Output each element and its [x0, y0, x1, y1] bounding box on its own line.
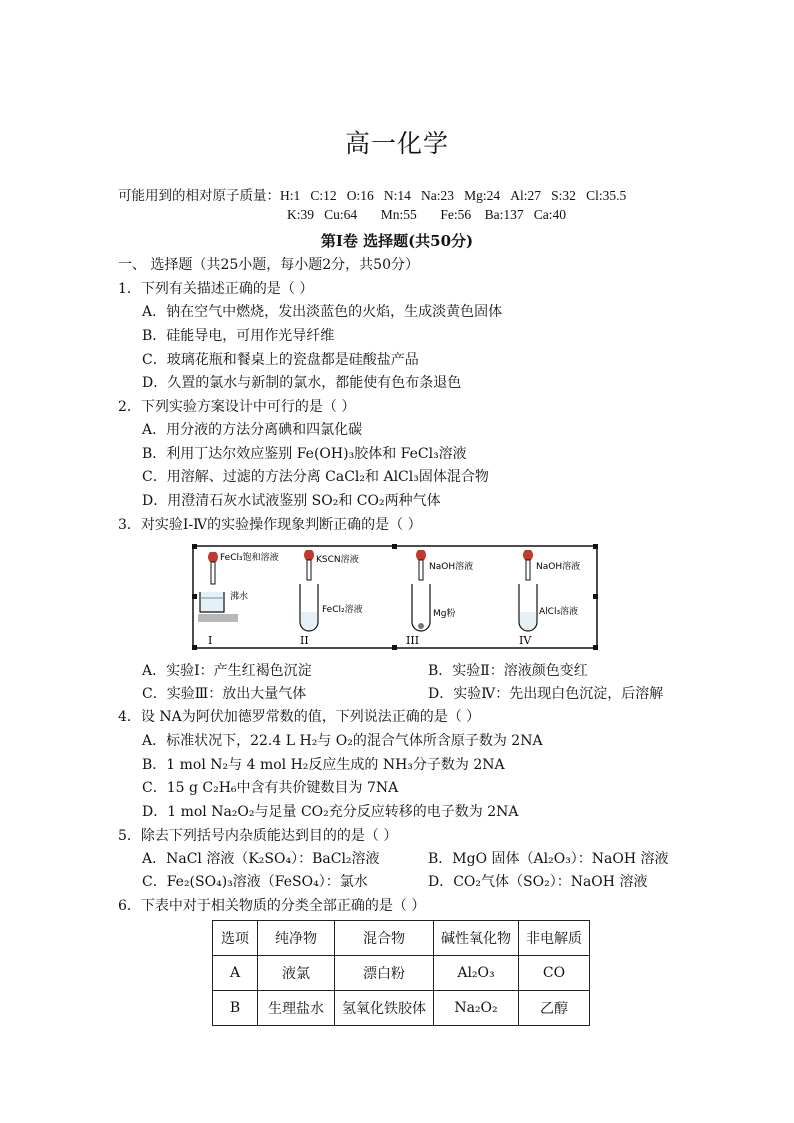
t2-content-label: FeCl₂溶液	[322, 605, 363, 615]
table-cell: 漂白粉	[335, 956, 434, 991]
atomic-mass: C:12	[310, 188, 337, 203]
dropper-bulb-icon	[523, 550, 533, 560]
question-option: C．Fe₂(SO₄)₃溶液（FeSO₄）：氯水	[142, 874, 368, 890]
question-option: A．实验Ⅰ：产生红褐色沉淀	[142, 663, 312, 679]
dropper-tube-icon	[211, 562, 215, 584]
question-option: C．15 g C₂H₆中含有共价键数目为 7NA	[142, 780, 399, 796]
dropper-tube-icon	[526, 560, 530, 580]
figure-numeral: II	[300, 634, 309, 647]
t3-content-label: Mg粉	[433, 609, 456, 619]
dropper-bulb-icon	[304, 550, 314, 560]
atomic-mass: Cl:35.5	[586, 188, 627, 203]
t2-reagent-label: KSCN溶液	[316, 555, 359, 565]
atomic-mass: O:16	[346, 188, 374, 203]
table-header: 选项	[213, 921, 258, 956]
question-stem: 6．下表中对于相关物质的分类全部正确的是（ ）	[118, 898, 426, 914]
beaker-icon	[200, 592, 224, 612]
question-option: A．NaCl 溶液（K₂SO₄）：BaCl₂溶液	[142, 851, 380, 867]
t4-reagent-label: NaOH溶液	[536, 562, 581, 572]
atomic-mass: K:39	[287, 207, 314, 222]
atomic-mass: Na:23	[421, 188, 455, 203]
atomic-mass: H:1	[280, 188, 301, 203]
table-cell: B	[213, 991, 258, 1026]
t1-content-label: 沸水	[230, 592, 249, 602]
figure-numeral: IV	[519, 634, 532, 647]
atomic-mass: Cu:64	[324, 207, 358, 222]
question-stem: 3．对实验Ⅰ-Ⅳ的实验操作现象判断正确的是（ ）	[118, 517, 422, 533]
dropper-tube-icon	[307, 560, 311, 580]
question-option: C．用溶解、过滤的方法分离 CaCl₂和 AlCl₃固体混合物	[142, 469, 489, 485]
table-header: 混合物	[335, 921, 434, 956]
question-option: D．实验Ⅳ：先出现白色沉淀，后溶解	[428, 686, 664, 702]
part-heading: 一、 选择题（共25小题，每小题2分，共50分）	[118, 257, 419, 273]
atomic-masses-line1	[118, 184, 626, 204]
question-option: B．实验Ⅱ：溶液颜色变红	[428, 663, 588, 679]
table-cell: Al₂O₃	[434, 956, 519, 991]
atomic-mass: Ca:40	[533, 207, 567, 222]
table-header: 碱性氧化物	[434, 921, 519, 956]
question-option: D．1 mol Na₂O₂与足量 CO₂充分反应转移的电子数为 2NA	[142, 804, 519, 820]
table-cell: CO	[519, 956, 590, 991]
table-cell: A	[213, 956, 258, 991]
table-row	[213, 991, 590, 1026]
table-cell: 乙醇	[519, 991, 590, 1026]
question-stem: 5．除去下列括号内杂质能达到目的的是（ ）	[118, 828, 398, 844]
atomic-mass: Al:27	[510, 188, 542, 203]
t4-content-label: AlCl₃溶液	[539, 607, 579, 617]
question-stem: 1．下列有关描述正确的是（ ）	[118, 281, 314, 297]
question-stem: 2．下列实验方案设计中可行的是（ ）	[118, 399, 356, 415]
question-option: C．实验Ⅲ：放出大量气体	[142, 686, 307, 702]
atomic-mass: N:14	[383, 188, 411, 203]
dropper-bulb-icon	[208, 552, 218, 562]
page-title: 高一化学	[344, 129, 449, 158]
question-option: B．MgO 固体（Al₂O₃）：NaOH 溶液	[428, 851, 669, 867]
t1-reagent-label: FeCl₃饱和溶液	[220, 553, 279, 563]
table-row	[213, 956, 590, 991]
dropper-tube-icon	[419, 560, 423, 580]
question-option: A．标准状况下，22.4 L H₂与 O₂的混合气体所含原子数为 2NA	[142, 733, 543, 749]
question-option: A．钠在空气中燃烧，发出淡蓝色的火焰，生成淡黄色固体	[142, 304, 503, 320]
atomic-mass: Mg:24	[464, 188, 501, 203]
atomic-masses-label: 可能用到的相对原子质量：	[118, 188, 280, 203]
question-option: D．久置的氯水与新制的氯水，都能使有色布条退色	[142, 375, 462, 391]
section-title: 第Ⅰ卷 选择题(共50分)	[320, 232, 474, 250]
question-option: A．用分液的方法分离碘和四氯化碳	[142, 422, 363, 438]
table-header: 非电解质	[519, 921, 590, 956]
atomic-mass: Mn:55	[380, 207, 417, 222]
table-cell: 生理盐水	[258, 991, 335, 1026]
table-cell: 液氯	[258, 956, 335, 991]
question-option: B．硅能导电，可用作光导纤维	[142, 328, 335, 344]
question-stem: 4．设 NA为阿伏加德罗常数的值，下列说法正确的是（ ）	[118, 709, 481, 725]
classification-table	[212, 920, 590, 1026]
question-option: C．玻璃花瓶和餐桌上的瓷盘都是硅酸盐产品	[142, 352, 419, 368]
t3-reagent-label: NaOH溶液	[429, 562, 474, 572]
table-header: 纯净物	[258, 921, 335, 956]
atomic-mass: S:32	[551, 188, 576, 203]
atomic-masses-line2	[287, 207, 566, 223]
table-cell: Na₂O₂	[434, 991, 519, 1026]
atomic-mass: Fe:56	[440, 207, 472, 222]
apparatus-3	[412, 550, 430, 631]
experiment-figure	[192, 544, 598, 650]
figure-numeral: I	[208, 634, 213, 647]
apparatus-4	[519, 550, 537, 631]
table-cell: 氢氧化铁胶体	[335, 991, 434, 1026]
table-header-row	[213, 921, 590, 956]
dropper-bulb-icon	[416, 550, 426, 560]
question-option: D．用澄清石灰水试液鉴别 SO₂和 CO₂两种气体	[142, 493, 441, 509]
question-option: B．1 mol N₂与 4 mol H₂反应生成的 NH₃分子数为 2NA	[142, 757, 505, 773]
question-option: B．利用丁达尔效应鉴别 Fe(OH)₃胶体和 FeCl₃溶液	[142, 446, 467, 462]
heat-source-icon	[198, 614, 238, 622]
atomic-mass: Ba:137	[484, 207, 524, 222]
question-option: D．CO₂气体（SO₂）：NaOH 溶液	[428, 874, 648, 890]
figure-numeral: III	[406, 634, 420, 647]
